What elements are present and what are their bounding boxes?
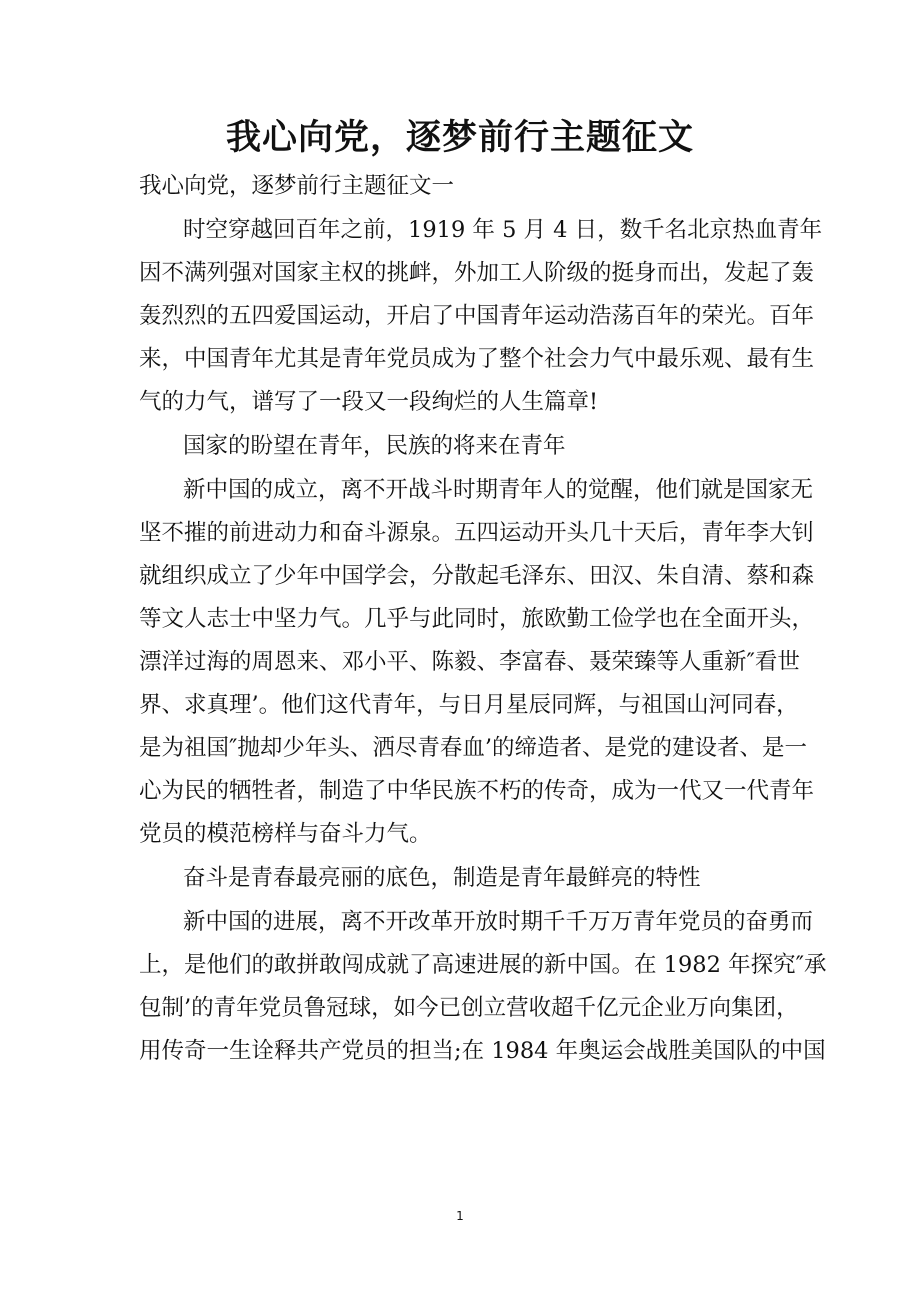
paragraph-line: 新中国的成立，离不开战斗时期青年人的觉醒，他们就是国家无 [183, 477, 814, 503]
section-heading: 国家的盼望在青年，民族的将来在青年 [183, 433, 566, 459]
paragraph-line: 是为祖国″抛却少年头、洒尽青春血’的缔造者、是党的建设者、是一 [139, 735, 808, 761]
paragraph-line: 用传奇一生诠释共产党员的担当;在 1984 年奥运会战胜美国队的中国 [139, 1038, 826, 1064]
paragraph-line: 来，中国青年尤其是青年党员成为了整个社会力气中最乐观、最有生 [139, 346, 815, 372]
paragraph-line: 漂洋过海的周恩来、邓小平、陈毅、李富春、聂荣臻等人重新″看世 [139, 649, 800, 675]
paragraph-line: 轰烈烈的五四爱国运动，开启了中国青年运动浩荡百年的荣光。百年 [139, 303, 815, 329]
essay-subtitle: 我心向党，逐梦前行主题征文一 [139, 173, 455, 199]
paragraph-line: 气的力气，谱写了一段又一段绚烂的人生篇章! [139, 389, 599, 415]
paragraph-line: 界、求真理’。他们这代青年，与日月星辰同辉，与祖国山河同春， [139, 692, 799, 718]
document-title: 我心向党，逐梦前行主题征文 [225, 117, 694, 158]
section-heading: 奋斗是青春最亮丽的底色，制造是青年最鲜亮的特性 [183, 865, 701, 891]
paragraph-line: 新中国的进展，离不开改革开放时期千千万万青年党员的奋勇而 [183, 909, 814, 935]
page-number: 1 [456, 1209, 464, 1223]
paragraph-line: 等文人志士中坚力气。几乎与此同时，旅欧勤工俭学也在全面开头， [139, 606, 815, 632]
paragraph-line: 心为民的牺牲者，制造了中华民族不朽的传奇，成为一代又一代青年 [139, 778, 815, 804]
paragraph-line: 坚不摧的前进动力和奋斗源泉。五四运动开头几十天后，青年李大钊 [139, 520, 815, 546]
paragraph-line: 因不满列强对国家主权的挑衅，外加工人阶级的挺身而出，发起了轰 [139, 260, 815, 286]
paragraph-line: 上，是他们的敢拼敢闯成就了高速进展的新中国。在 1982 年探究″承 [139, 952, 827, 978]
paragraph-line: 就组织成立了少年中国学会，分散起毛泽东、田汉、朱自清、蔡和森 [139, 563, 815, 589]
paragraph-line: 包制’的青年党员鲁冠球，如今已创立营收超千亿元企业万向集团， [139, 995, 799, 1021]
paragraph-line: 党员的模范榜样与奋斗力气。 [139, 821, 432, 847]
paragraph-line: 时空穿越回百年之前，1919 年 5 月 4 日，数千名北京热血青年 [183, 217, 823, 243]
